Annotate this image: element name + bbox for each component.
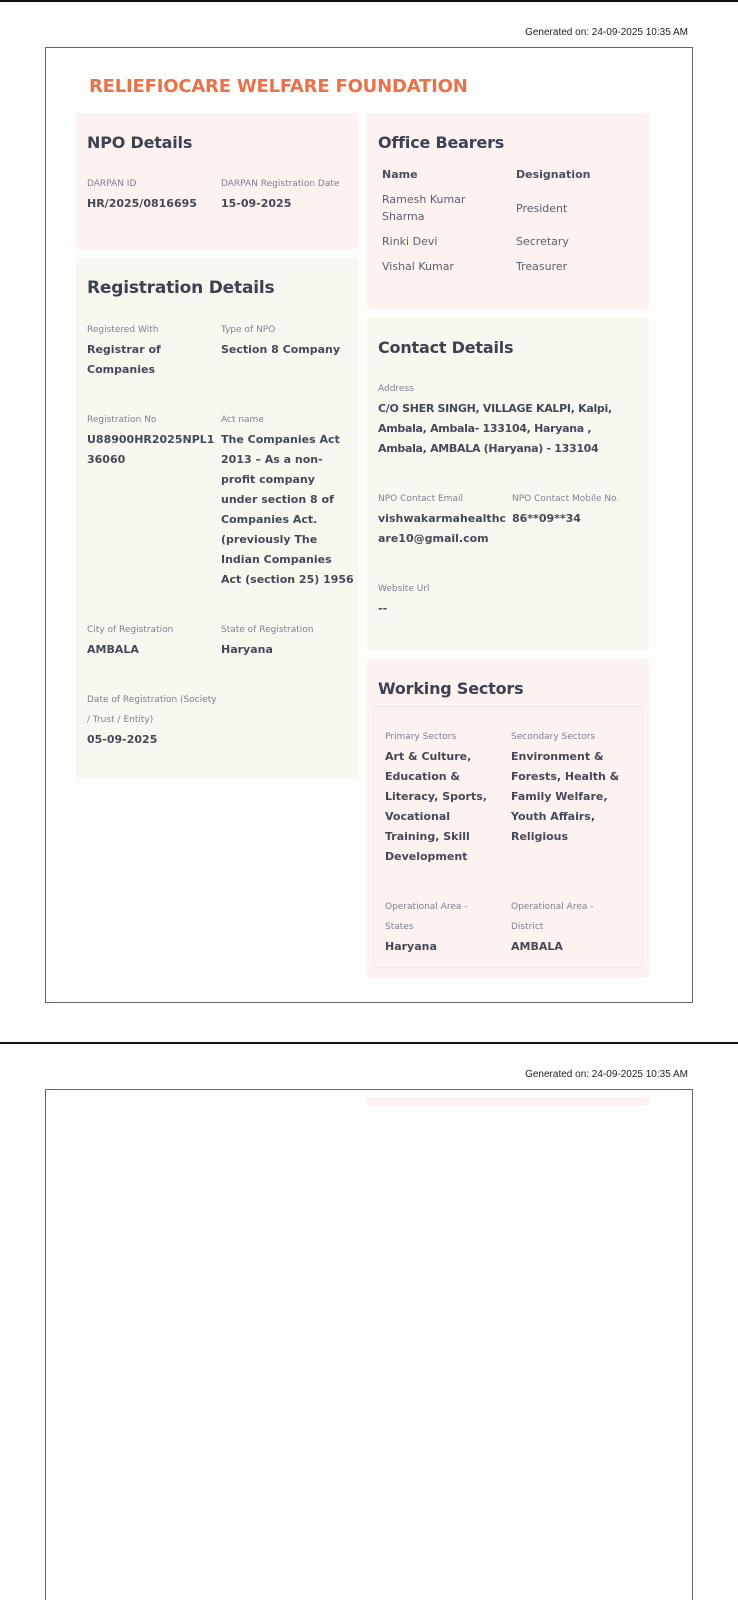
organization-name: RELIEFIOCARE WELFARE FOUNDATION (89, 76, 468, 97)
bearer-name: Rinki Devi (382, 235, 438, 248)
registration-date-field: Date of Registration (Society / Trust / Entity) 05-09-2025 (87, 690, 221, 750)
generated-timestamp: Generated on: 24-09-2025 10:35 AM (525, 27, 688, 38)
registered-with: Registrar of Companies (87, 343, 161, 376)
office-bearers-title: Office Bearers (378, 133, 505, 152)
primary-sectors: Art & Culture, Education & Literacy, Sports, Vocational Training, Skill Development (385, 750, 487, 863)
sectors-box (373, 706, 643, 968)
document-body (56, 48, 682, 1002)
darpan-id: HR/2025/0816695 (87, 197, 197, 210)
email-field: NPO Contact Email vishwakarmahealthcare10@gmail.com (378, 489, 512, 549)
bearer-designation: Treasurer (516, 260, 568, 273)
working-sectors-card (367, 659, 649, 977)
bearer-name: Ramesh Kumar Sharma (382, 193, 466, 223)
page-break (0, 1042, 738, 1044)
bearer-designation: President (516, 201, 568, 215)
darpan-id-field: DARPAN ID HR/2025/0816695 (87, 174, 221, 214)
secondary-sectors: Environment & Forests, Health & Family Welfare, Youth Affairs, Religious (511, 750, 620, 843)
darpan-reg-date: 15-09-2025 (221, 197, 292, 210)
darpan-reg-date-field: DARPAN Registration Date 15-09-2025 (221, 174, 355, 214)
bearer-name: Vishal Kumar (382, 260, 454, 273)
state-field: State of Registration Haryana (221, 620, 355, 660)
working-sectors-title: Working Sectors (378, 679, 524, 698)
act-name: The Companies Act 2013 – As a non-profit company under section 8 of Companies Act. (previously The Indian Companies Act (section 25) 1956 (221, 433, 354, 586)
page-2 (45, 1089, 693, 1600)
operational-states: Haryana (385, 940, 437, 953)
registration-date: 05-09-2025 (87, 733, 158, 746)
npo-details-title: NPO Details (87, 133, 193, 152)
operational-district: AMBALA (511, 940, 563, 953)
act-name-field: Act name The Companies Act 2013 – As a non-profit company under section 8 of Companies Act. (previously The Indian Companies Act (section 25) 1956 (221, 410, 355, 590)
contact-details-card (367, 318, 649, 650)
operational-states-field: Operational Area - States Haryana (385, 897, 511, 957)
column-header-designation: Designation (516, 168, 591, 181)
contact-mobile: 86**09**34 (512, 512, 581, 525)
column-header-name: Name (382, 168, 418, 181)
table-row (378, 254, 638, 279)
mobile-field: NPO Contact Mobile No. 86**09**34 (512, 489, 646, 549)
state-of-registration: Haryana (221, 643, 273, 656)
registration-details-title: Registration Details (87, 278, 275, 298)
registration-no-field: Registration No U88900HR2025NPL136060 (87, 410, 221, 590)
npo-type: Section 8 Company (221, 343, 341, 356)
bearer-designation: Secretary (516, 235, 569, 248)
city-of-registration: AMBALA (87, 643, 139, 656)
address-field: Address C/O SHER SINGH, VILLAGE KALPI, Kalpi, Ambala, Ambala- 133104, Haryana , Ambala, AMBALA (Haryana) - 133104 (378, 379, 638, 459)
primary-sectors-field: Primary Sectors Art & Culture, Education & Literacy, Sports, Vocational Training, Skill Development (385, 727, 511, 867)
generated-timestamp-page-2: Generated on: 24-09-2025 10:35 AM (525, 1069, 688, 1080)
npo-details-card (76, 113, 358, 249)
table-row (378, 187, 638, 229)
office-bearers-card (367, 113, 649, 309)
city-field: City of Registration AMBALA (87, 620, 221, 660)
contact-details-title: Contact Details (378, 338, 514, 357)
table-row (378, 229, 638, 254)
contact-email: vishwakarmahealthcare10@gmail.com (378, 512, 507, 545)
page-top-border (0, 0, 738, 2)
website-url: -- (378, 602, 388, 615)
working-sectors-card-continued (367, 1097, 649, 1105)
website-field: Website Url -- (378, 579, 638, 619)
secondary-sectors-field: Secondary Sectors Environment & Forests, Health & Family Welfare, Youth Affairs, Religious (511, 727, 637, 867)
registered-with-field: Registered With Registrar of Companies (87, 320, 221, 380)
operational-district-field: Operational Area - District AMBALA (511, 897, 637, 957)
npo-type-field: Type of NPO Section 8 Company (221, 320, 355, 380)
page-1 (45, 47, 693, 1003)
registration-no: U88900HR2025NPL136060 (87, 433, 215, 466)
office-bearers-table (378, 168, 638, 279)
registration-details-card (76, 258, 358, 778)
address: C/O SHER SINGH, VILLAGE KALPI, Kalpi, Ambala, Ambala- 133104, Haryana , Ambala, AMBALA (Haryana) - 133104 (378, 402, 612, 455)
document-body-continued (56, 1090, 682, 1600)
